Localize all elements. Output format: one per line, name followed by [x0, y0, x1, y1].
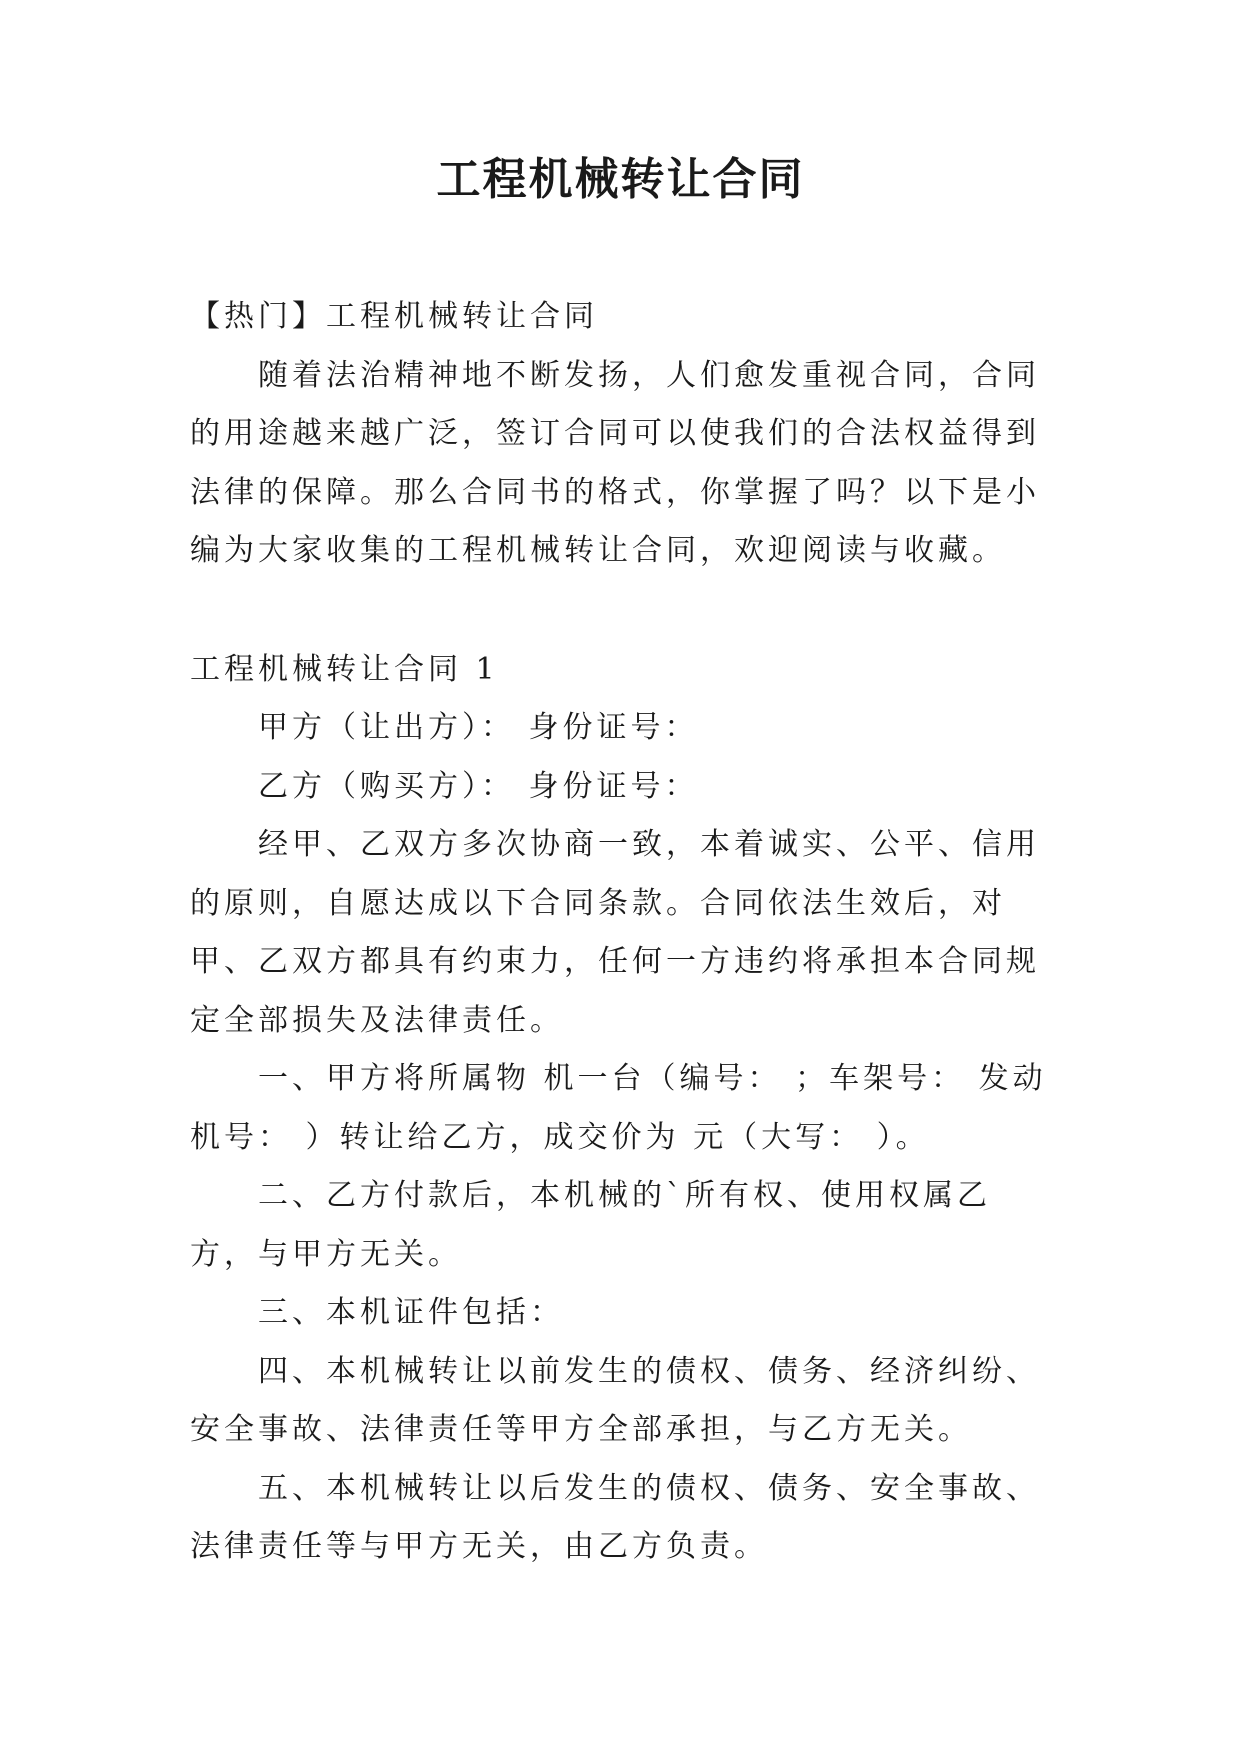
clause-1: 一、甲方将所属物 机一台（编号： ；车架号： 发动机号： ）转让给乙方，成交价为 元（大写： ）。: [190, 1061, 1047, 1155]
party-a-line: 甲方（让出方）： 身份证号：: [258, 710, 699, 745]
section-spacer: [190, 581, 1052, 641]
document-title: 工程机械转让合同: [436, 154, 805, 205]
clause-4: 四、本机械转让以前发生的债权、债务、经济纠纷、安全事故、法律责任等甲方全部承担，与乙方无关。: [190, 1353, 1040, 1447]
intro-paragraph: 随着法治精神地不断发扬，人们愈发重视合同，合同的用途越来越广泛，签订合同可以使我们的合法权益得到法律的保障。那么合同书的格式，你掌握了吗？以下是小编为大家收集的工程机械转让合同，欢迎阅读与收藏。: [190, 357, 1040, 568]
document-body: [190, 288, 1052, 1577]
preamble-paragraph: 经甲、乙双方多次协商一致，本着诚实、公平、信用的原则，自愿达成以下合同条款。合同依法生效后，对甲、乙双方都具有约束力，任何一方违约将承担本合同规定全部损失及法律责任。: [190, 827, 1040, 1038]
contract-title: 工程机械转让合同 1: [190, 651, 499, 687]
document-heading: 【热门】工程机械转让合同: [190, 299, 598, 334]
clause-2: 二、乙方付款后，本机械的`所有权、使用权属乙方，与甲方无关。: [190, 1178, 991, 1272]
party-b-line: 乙方（购买方）： 身份证号：: [258, 768, 699, 804]
clause-3: 三、本机证件包括：: [258, 1295, 564, 1330]
clause-5: 五、本机械转让以后发生的债权、债务、安全事故、法律责任等与甲方无关，由乙方负责。: [190, 1470, 1040, 1564]
